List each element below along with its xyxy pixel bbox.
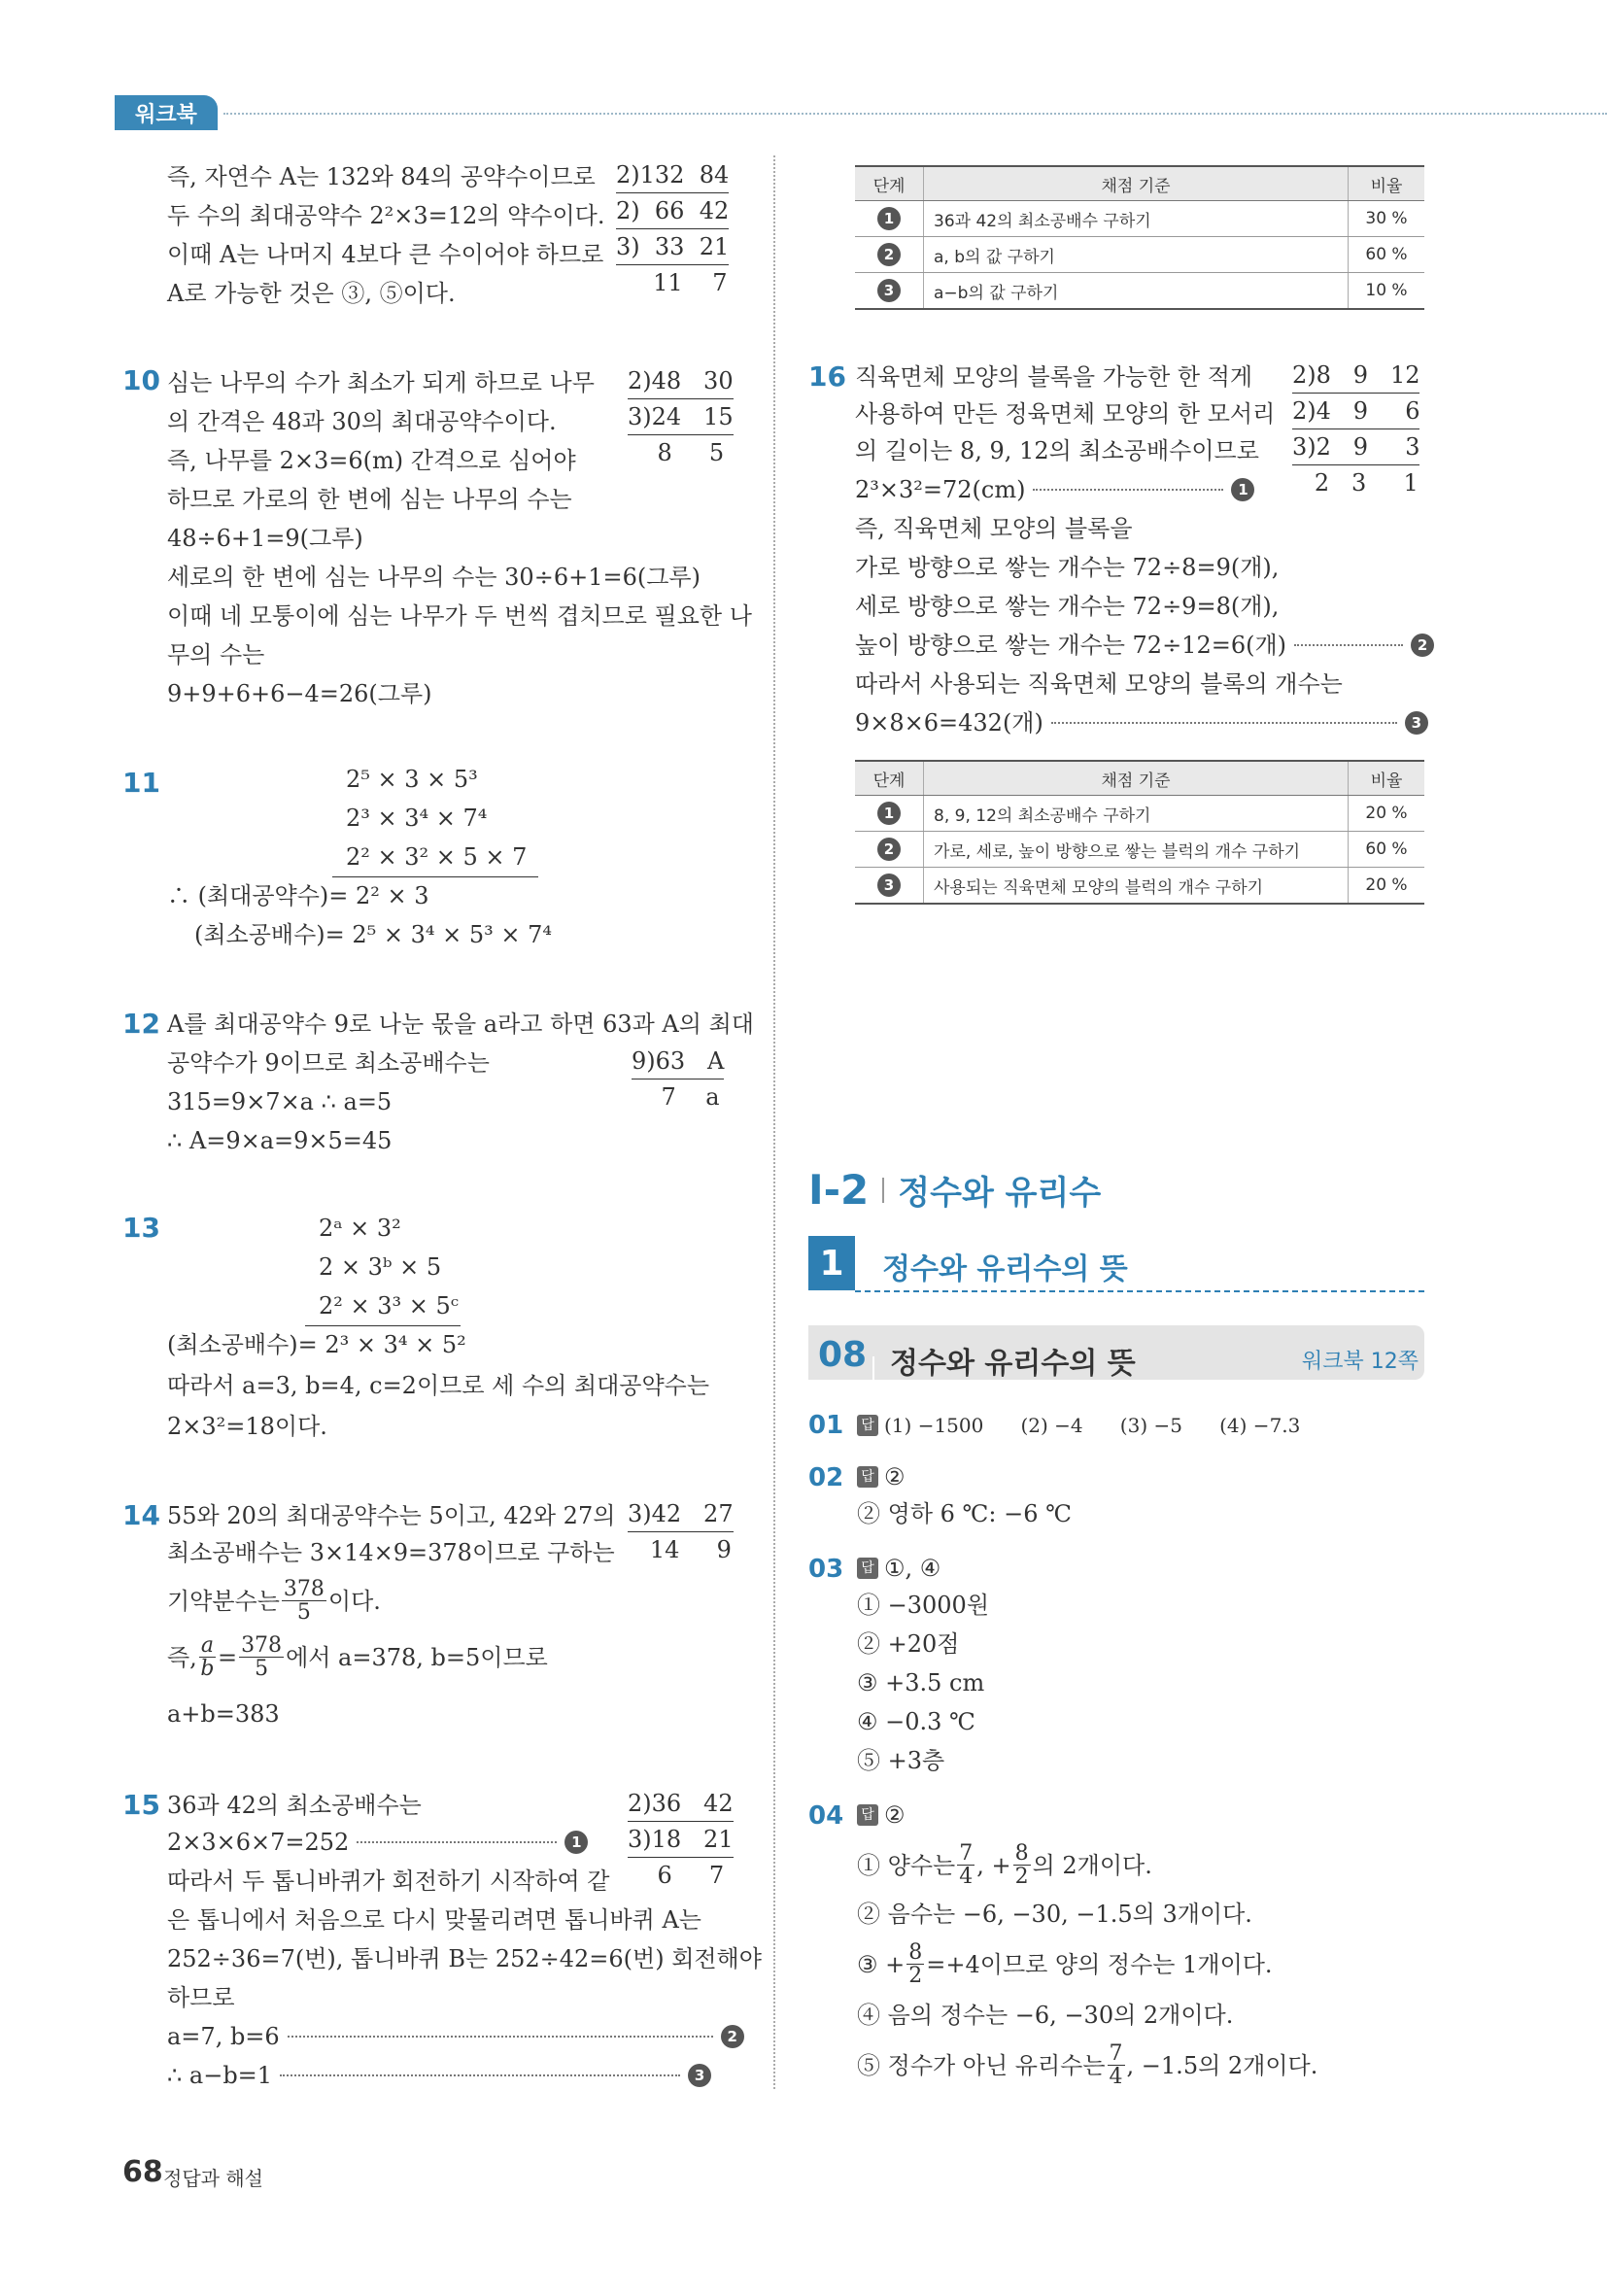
table-row bbox=[855, 796, 1424, 832]
text-line: 9+9+6+6−4=26(그루) bbox=[167, 680, 432, 707]
division-row: 2)36 42 bbox=[628, 1786, 734, 1822]
section-title: 정수와 유리수 bbox=[898, 1174, 1102, 1213]
denominator: 5 bbox=[296, 1600, 311, 1626]
factor-row: 2³ × 3⁴ × 7⁴ bbox=[346, 805, 488, 832]
dot-leader bbox=[280, 2074, 680, 2076]
answer-number: 04 bbox=[808, 1801, 844, 1831]
text-fragment: 기약분수는 bbox=[167, 1587, 280, 1615]
text-line: 의 길이는 8, 9, 12의 최소공배수이므로 bbox=[855, 437, 1259, 464]
dot-leader bbox=[1033, 489, 1223, 491]
text-line: 315=9×7×a ∴ a=5 bbox=[167, 1088, 393, 1115]
section-separator bbox=[882, 1178, 884, 1203]
division-row: 2)8 9 12 bbox=[1292, 358, 1419, 394]
workbook-tag: 워크북 bbox=[115, 95, 218, 130]
problem-number: 14 bbox=[122, 1499, 160, 1531]
page-number: 68 bbox=[122, 2155, 163, 2189]
table-header: 단계 bbox=[855, 761, 924, 796]
text-fragment: 2³×3²=72(cm) bbox=[855, 476, 1026, 503]
text-line: 2×3²=18이다. bbox=[167, 1413, 327, 1440]
text-fragment: = bbox=[217, 1643, 238, 1671]
text-line: 55와 20의 최대공약수는 5이고, 42와 27의 bbox=[167, 1502, 616, 1529]
text-fragment: 높이 방향으로 쌓는 개수는 72÷12=6(개) bbox=[855, 632, 1287, 659]
division-row: 3)2 9 3 bbox=[1292, 429, 1419, 465]
text-fragment: , −1.5의 2개이다. bbox=[1126, 2051, 1318, 2079]
numerator: a bbox=[200, 1633, 214, 1658]
fraction bbox=[239, 1634, 284, 1680]
numerator: 8 bbox=[1014, 1841, 1029, 1866]
fraction bbox=[199, 1634, 216, 1680]
problem-number: 12 bbox=[122, 1008, 160, 1040]
denominator: 2 bbox=[908, 1964, 923, 1989]
rule bbox=[332, 876, 538, 877]
text-line bbox=[857, 1557, 940, 1580]
text-line: 이때 네 모퉁이에 심는 나무가 두 번씩 겹치므로 필요한 나 bbox=[167, 602, 752, 630]
text-fragment: ① 양수는 bbox=[857, 1851, 956, 1879]
text-line: 최소공배수는 3×14×9=378이므로 구하는 bbox=[167, 1539, 615, 1566]
answer-text: ①, ④ bbox=[884, 1555, 941, 1582]
division-row: 11 7 bbox=[616, 269, 728, 296]
text-line: ④ 음의 정수는 −6, −30의 2개이다. bbox=[857, 2002, 1234, 2029]
column-divider bbox=[773, 155, 775, 2089]
ratio-cell: 60 % bbox=[1349, 237, 1425, 273]
answer-number: 02 bbox=[808, 1463, 844, 1492]
step-mark: 3 bbox=[688, 2064, 711, 2087]
text-line: ⑤ +3층 bbox=[857, 1747, 945, 1774]
text-line: A로 가능한 것은 ③, ⑤이다. bbox=[167, 280, 456, 307]
step-mark: 3 bbox=[1405, 711, 1428, 735]
factor-row: 2ᵃ × 3² bbox=[319, 1215, 401, 1242]
text-line: a+b=383 bbox=[167, 1700, 280, 1728]
problem-number: 10 bbox=[122, 364, 160, 396]
text-line: A를 최대공약수 9로 나눈 몫을 a라고 하면 63과 A의 최대 bbox=[167, 1011, 754, 1038]
ratio-cell: 20 % bbox=[1349, 868, 1425, 905]
numerator: 378 bbox=[241, 1633, 283, 1658]
numerator: 7 bbox=[959, 1841, 974, 1866]
answer-mark: 답 bbox=[857, 1558, 878, 1579]
numerator: 8 bbox=[908, 1940, 923, 1965]
text-line: ∴ A=9×a=9×5=45 bbox=[167, 1127, 393, 1154]
text-line: 두 수의 최대공약수 2²×3=12의 약수이다. bbox=[167, 202, 605, 229]
text-line bbox=[167, 1831, 588, 1854]
text-fragment: a=7, b=6 bbox=[167, 2023, 280, 2050]
text-line bbox=[167, 2025, 744, 2048]
table-header: 비율 bbox=[1349, 166, 1425, 201]
division-row: 2)132 84 bbox=[616, 157, 729, 193]
division-ladder bbox=[628, 363, 734, 470]
subsection-title: 정수와 유리수의 뜻 bbox=[882, 1252, 1128, 1286]
text-line bbox=[167, 1634, 548, 1680]
footer-label: 정답과 해설 bbox=[163, 2167, 263, 2190]
fraction bbox=[1108, 2042, 1125, 2088]
factor-row: 2² × 3² × 5 × 7 bbox=[346, 843, 528, 871]
table-header: 채점 기준 bbox=[924, 761, 1349, 796]
denominator: 2 bbox=[1014, 1865, 1029, 1890]
section-heading bbox=[808, 1166, 1101, 1214]
dot-leader bbox=[1294, 644, 1403, 646]
fraction bbox=[1013, 1842, 1031, 1888]
gcd-line: ∴ (최대공약수)= 2² × 3 bbox=[167, 882, 429, 909]
text-line bbox=[167, 1578, 381, 1624]
division-row: 3)42 27 bbox=[628, 1496, 734, 1532]
division-row: 3)24 15 bbox=[628, 399, 734, 435]
lcm-line: (최소공배수)= 2⁵ × 3⁴ × 5³ × 7⁴ bbox=[194, 921, 553, 948]
table-header: 단계 bbox=[855, 166, 924, 201]
division-row: 3)18 21 bbox=[628, 1822, 734, 1858]
text-line: ② 영하 6 ℃: −6 ℃ bbox=[857, 1500, 1072, 1527]
text-line bbox=[857, 1415, 1300, 1436]
scoring-table-1 bbox=[855, 165, 1424, 310]
problem-number: 16 bbox=[808, 360, 846, 393]
division-row: 14 9 bbox=[628, 1536, 732, 1563]
unit-title: 정수와 유리수의 뜻 bbox=[890, 1347, 1136, 1381]
division-row: 8 5 bbox=[628, 439, 725, 466]
text-line: 하므로 가로의 한 변에 심는 나무의 수는 bbox=[167, 486, 572, 513]
text-fragment: ∴ a−b=1 bbox=[167, 2062, 273, 2089]
text-fragment: 9×8×6=432(개) bbox=[855, 709, 1043, 737]
text-line: ② 음수는 −6, −30, −1.5의 3개이다. bbox=[857, 1901, 1252, 1928]
denominator: 4 bbox=[959, 1865, 974, 1890]
scoring-table-2 bbox=[855, 760, 1424, 905]
table-row bbox=[855, 237, 1424, 273]
text-line bbox=[167, 2064, 711, 2087]
text-line: 따라서 사용되는 직육면체 모양의 블록의 개수는 bbox=[855, 670, 1343, 698]
text-line: ① −3000원 bbox=[857, 1592, 990, 1619]
denominator: 4 bbox=[1109, 2065, 1123, 2090]
text-line: 공약수가 9이므로 최소공배수는 bbox=[167, 1049, 490, 1077]
division-row: 7 a bbox=[632, 1083, 720, 1111]
problem-number: 13 bbox=[122, 1212, 160, 1244]
criteria-cell: 36과 42의 최소공배수 구하기 bbox=[924, 201, 1349, 237]
division-ladder bbox=[632, 1044, 724, 1114]
table-row bbox=[855, 868, 1424, 905]
division-ladder bbox=[1292, 358, 1419, 500]
division-row: 2) 66 42 bbox=[616, 193, 729, 229]
division-row: 3) 33 21 bbox=[616, 229, 729, 265]
factor-row: 2⁵ × 3 × 5³ bbox=[346, 766, 478, 793]
denominator: b bbox=[200, 1657, 215, 1682]
dot-leader bbox=[357, 1841, 557, 1843]
text-line: 사용하여 만든 정육면체 모양의 한 모서리 bbox=[855, 400, 1276, 428]
division-row: 6 7 bbox=[628, 1862, 725, 1889]
ratio-cell: 30 % bbox=[1349, 201, 1425, 237]
factor-row: 2² × 3³ × 5ᶜ bbox=[319, 1292, 460, 1319]
fraction bbox=[906, 1941, 924, 1987]
text-line bbox=[857, 1803, 906, 1827]
answer-text: (1) −1500 (2) −4 (3) −5 (4) −7.3 bbox=[884, 1414, 1301, 1437]
text-line: 따라서 a=3, b=4, c=2이므로 세 수의 최대공약수는 bbox=[167, 1372, 710, 1399]
answer-mark: 답 bbox=[857, 1415, 878, 1436]
text-line: 이때 A는 나머지 4보다 큰 수이어야 하므로 bbox=[167, 241, 604, 268]
unit-number: 08 bbox=[818, 1335, 868, 1375]
rule bbox=[305, 1325, 461, 1326]
criteria-cell: a, b의 값 구하기 bbox=[924, 237, 1349, 273]
numerator: 7 bbox=[1109, 2041, 1123, 2066]
text-line bbox=[855, 478, 1254, 501]
text-line bbox=[855, 711, 1428, 735]
text-fragment: ③ + bbox=[857, 1950, 906, 1978]
step-mark: 1 bbox=[1231, 478, 1254, 501]
lcm-line: (최소공배수)= 2³ × 3⁴ × 5² bbox=[167, 1331, 466, 1358]
text-fragment: 즉, bbox=[167, 1643, 197, 1671]
subsection-underline bbox=[855, 1290, 1424, 1292]
text-line: 따라서 두 톱니바퀴가 회전하기 시작하여 같 bbox=[167, 1868, 610, 1895]
unit-separator bbox=[872, 1356, 874, 1380]
division-ladder bbox=[628, 1496, 734, 1567]
step-mark: 2 bbox=[877, 243, 901, 266]
text-line: 252÷36=7(번), 톱니바퀴 B는 252÷42=6(번) 회전해야 bbox=[167, 1945, 762, 1972]
text-fragment: 이다. bbox=[327, 1587, 381, 1615]
text-line: 즉, 자연수 A는 132와 84의 공약수이므로 bbox=[167, 163, 596, 190]
step-mark: 1 bbox=[877, 207, 901, 230]
subsection-number: 1 bbox=[808, 1236, 855, 1290]
numerator: 378 bbox=[283, 1577, 325, 1601]
division-row: 2)48 30 bbox=[628, 363, 734, 399]
text-fragment: =+4이므로 양의 정수는 1개이다. bbox=[926, 1950, 1273, 1978]
header-divider bbox=[223, 113, 1607, 115]
section-code: I-2 bbox=[808, 1166, 870, 1214]
text-fragment: ⑤ 정수가 아닌 유리수는 bbox=[857, 2051, 1106, 2079]
table-row bbox=[855, 201, 1424, 237]
criteria-cell: a−b의 값 구하기 bbox=[924, 273, 1349, 310]
text-line: 무의 수는 bbox=[167, 641, 265, 668]
text-line: ③ +3.5 cm bbox=[857, 1669, 985, 1696]
answer-text: ② bbox=[884, 1463, 906, 1491]
table-row bbox=[855, 832, 1424, 868]
criteria-cell: 가로, 세로, 높이 방향으로 쌓는 블럭의 개수 구하기 bbox=[924, 832, 1349, 868]
division-row: 9)63 A bbox=[632, 1044, 724, 1079]
division-ladder bbox=[616, 157, 729, 300]
step-mark: 2 bbox=[1411, 634, 1434, 657]
answer-number: 03 bbox=[808, 1555, 844, 1584]
step-mark: 1 bbox=[564, 1831, 588, 1854]
table-row bbox=[855, 273, 1424, 310]
division-ladder bbox=[628, 1786, 734, 1893]
text-line bbox=[855, 634, 1434, 657]
table-header: 채점 기준 bbox=[924, 166, 1349, 201]
text-line: 하므로 bbox=[167, 1984, 235, 2011]
text-line: 36과 42의 최소공배수는 bbox=[167, 1792, 422, 1819]
ratio-cell: 60 % bbox=[1349, 832, 1425, 868]
text-line: 즉, 직육면체 모양의 블록을 bbox=[855, 515, 1133, 542]
step-mark: 3 bbox=[877, 874, 901, 897]
division-row: 2 3 1 bbox=[1292, 469, 1419, 497]
text-line: 세로의 한 변에 심는 나무의 수는 30÷6+1=6(그루) bbox=[167, 564, 701, 591]
step-mark: 2 bbox=[721, 2025, 744, 2048]
criteria-cell: 사용되는 직육면체 모양의 블럭의 개수 구하기 bbox=[924, 868, 1349, 905]
factor-row: 2 × 3ᵇ × 5 bbox=[319, 1253, 442, 1281]
answer-mark: 답 bbox=[857, 1804, 878, 1826]
ratio-cell: 10 % bbox=[1349, 273, 1425, 310]
fraction bbox=[957, 1842, 974, 1888]
text-fragment: , + bbox=[976, 1851, 1011, 1879]
text-fragment: 2×3×6×7=252 bbox=[167, 1829, 350, 1856]
fraction bbox=[282, 1578, 326, 1624]
step-mark: 1 bbox=[877, 802, 901, 825]
table-header: 비율 bbox=[1349, 761, 1425, 796]
answer-mark: 답 bbox=[857, 1466, 878, 1488]
text-line: 의 간격은 48과 30의 최대공약수이다. bbox=[167, 408, 557, 435]
text-line: ② +20점 bbox=[857, 1630, 960, 1658]
text-fragment: 의 2개이다. bbox=[1032, 1851, 1152, 1879]
text-line: 즉, 나무를 2×3=6(m) 간격으로 심어야 bbox=[167, 447, 576, 474]
text-line bbox=[857, 1842, 1152, 1888]
text-line bbox=[857, 2042, 1317, 2088]
text-line: 세로 방향으로 쌓는 개수는 72÷9=8(개), bbox=[855, 593, 1280, 620]
text-line: 심는 나무의 수가 최소가 되게 하므로 나무 bbox=[167, 369, 595, 396]
answer-text: ② bbox=[884, 1801, 906, 1829]
criteria-cell: 8, 9, 12의 최소공배수 구하기 bbox=[924, 796, 1349, 832]
text-line: 가로 방향으로 쌓는 개수는 72÷8=9(개), bbox=[855, 554, 1280, 581]
ratio-cell: 20 % bbox=[1349, 796, 1425, 832]
problem-number: 11 bbox=[122, 767, 160, 799]
text-fragment: 에서 a=378, b=5이므로 bbox=[286, 1643, 548, 1671]
text-line: 48÷6+1=9(그루) bbox=[167, 525, 363, 552]
text-line bbox=[857, 1465, 906, 1489]
text-line: ④ −0.3 ℃ bbox=[857, 1708, 975, 1735]
text-line: 직육면체 모양의 블록을 가능한 한 적게 bbox=[855, 363, 1253, 391]
problem-number: 15 bbox=[122, 1789, 160, 1821]
text-line: 은 톱니에서 처음으로 다시 맞물리려면 톱니바퀴 A는 bbox=[167, 1906, 701, 1934]
answer-number: 01 bbox=[808, 1411, 844, 1440]
dot-leader bbox=[1051, 722, 1397, 724]
step-mark: 2 bbox=[877, 838, 901, 861]
denominator: 5 bbox=[255, 1657, 269, 1682]
text-line bbox=[857, 1941, 1273, 1987]
dot-leader bbox=[288, 2036, 713, 2038]
division-row: 2)4 9 6 bbox=[1292, 394, 1419, 429]
workbook-reference: 워크북 12쪽 bbox=[1302, 1350, 1419, 1374]
step-mark: 3 bbox=[877, 279, 901, 302]
